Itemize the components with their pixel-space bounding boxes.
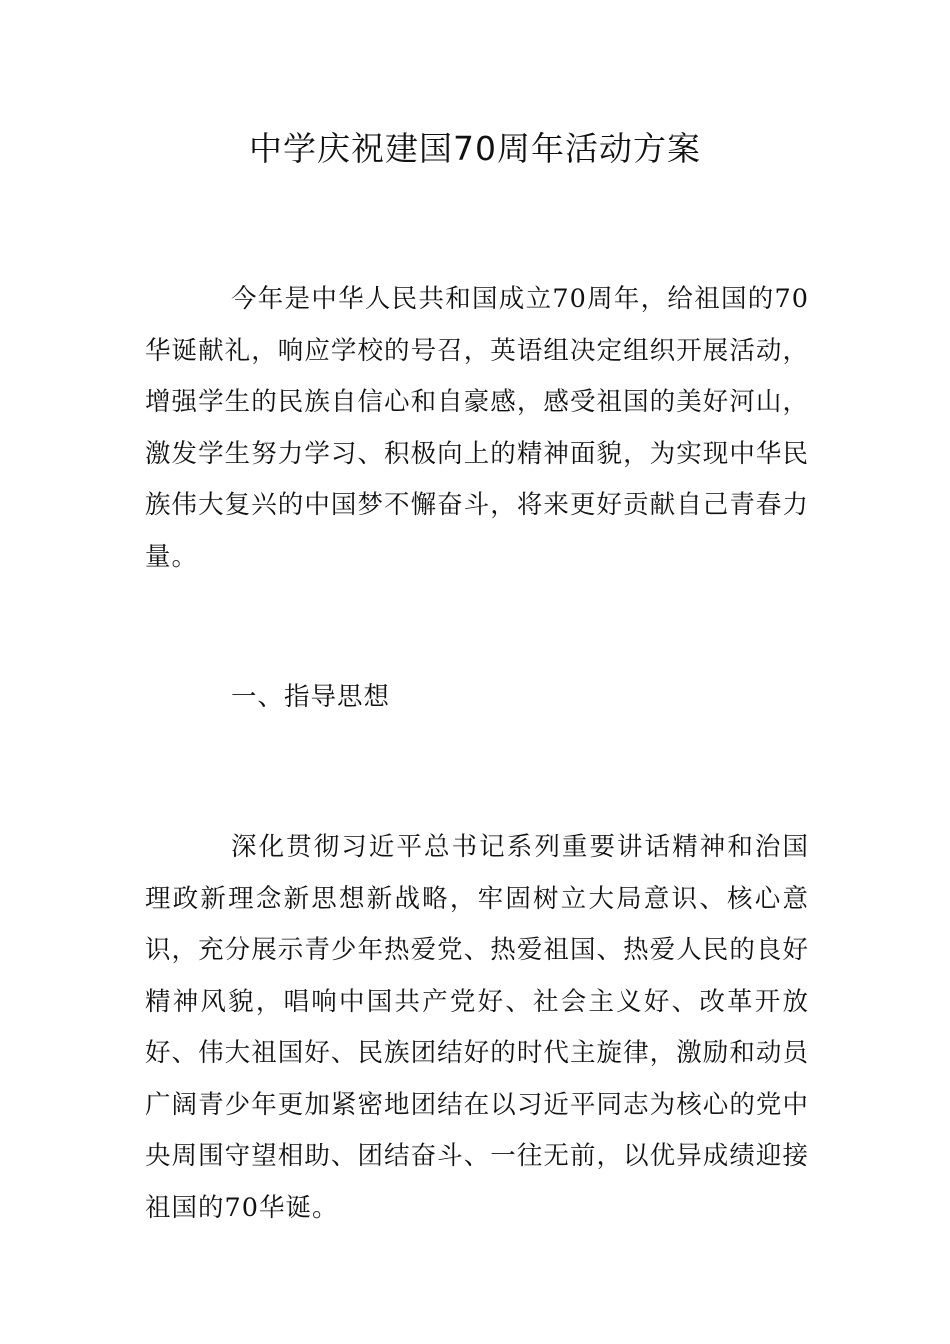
intro-paragraph: 今年是中华人民共和国成立70周年，给祖国的70华诞献礼，响应学校的号召，英语组决定组织开展活动，增强学生的民族自信心和自豪感，感受祖国的美好河山，激发学生努力学习、积极向上的精神面貌，为实现中华民族伟大复兴的中国梦不懈奋斗，将来更好贡献自己青春力量。 [145,284,809,572]
section-heading-guiding-ideology: 一、指导思想 [231,682,391,712]
document-title: 中学庆祝建国70周年活动方案 [249,129,701,168]
section-paragraph-guiding-ideology: 深化贯彻习近平总书记系列重要讲话精神和治国理政新理念新思想新战略，牢固树立大局意识、核心意识，充分展示青少年热爱党、热爱祖国、热爱人民的良好精神风貌，唱响中国共产党好、社会主义好、改革开放好、伟大祖国好、民族团结好的时代主旋律，激励和动员广阔青少年更加紧密地团结在以习近平同志为核心的党中央周围守望相助、团结奋斗、一往无前，以优异成绩迎接祖国的70华诞。 [145,832,809,1223]
